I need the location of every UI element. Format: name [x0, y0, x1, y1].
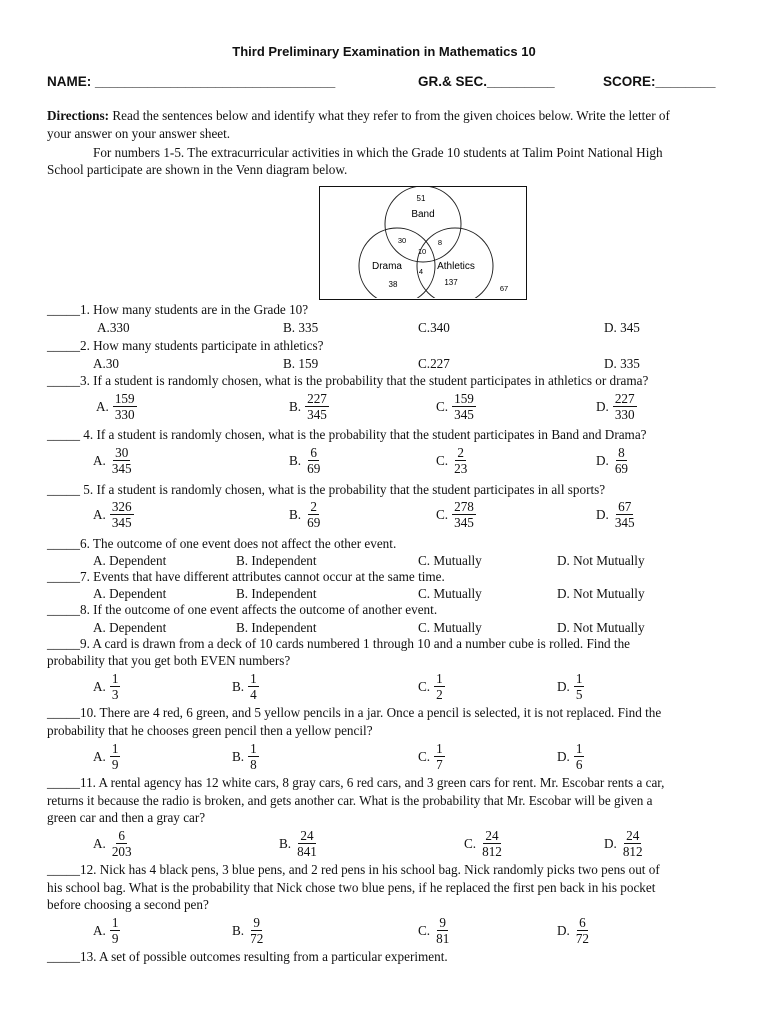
q4-option-c: C. $\frac{2}{23}$ — [436, 445, 468, 476]
fraction: $\frac{1}{8}$ — [250, 741, 257, 772]
q5-option-b: B. $\frac{2}{69}$ — [289, 499, 321, 530]
question-3: _____3. If a student is randomly chosen, what is the probability that the student participates in athletics or drama? — [47, 373, 649, 388]
score-field: SCORE:________ — [603, 74, 716, 89]
q6-option-d: D. Not Mutually — [557, 553, 645, 568]
fraction: $\frac{227}{330}$ — [614, 391, 635, 422]
question-12-line-3: before choosing a second pen? — [47, 897, 209, 912]
directions-line-2: your answer on your answer sheet. — [47, 126, 231, 141]
q8-option-c: C. Mutually — [418, 620, 482, 635]
fraction: $\frac{1}{4}$ — [250, 671, 257, 702]
numbers-intro-line-2: School participate are shown in the Venn diagram below. — [47, 162, 348, 177]
fraction: $\frac{1}{9}$ — [111, 915, 119, 946]
directions-line-1: Directions: Read the sentences below and identify what they refer to from the given choices below. Write the letter of — [47, 108, 670, 123]
q2-option-a: A.30 — [93, 356, 120, 371]
q2-option-d: D. 335 — [604, 356, 640, 371]
question-12-line-2: his school bag. What is the probability that Nick chose two blue pens, if he replaced the first pen back in his pocket — [47, 880, 656, 895]
venn-diagram — [319, 186, 527, 300]
name-field: NAME: ________________________________ — [47, 74, 336, 89]
q4-option-b: B. $\frac{6}{69}$ — [289, 445, 321, 476]
q9-option-a: A. $\frac{1}{3}$ — [93, 671, 119, 702]
q10-option-c: C. $\frac{1}{7}$ — [418, 741, 443, 772]
venn-svg — [320, 187, 525, 298]
fraction: $\frac{2}{69}$ — [307, 499, 321, 530]
q11-option-d: D. $\frac{24}{812}$ — [604, 828, 643, 859]
q12-option-b: B. $\frac{9}{72}$ — [232, 915, 264, 946]
q5-option-a: A. $\frac{326}{345}$ — [93, 499, 132, 530]
fraction: $\frac{6}{203}$ — [111, 828, 132, 859]
athletics-label: Athletics — [437, 261, 475, 272]
question-11-line-2: returns it because the radio is broken, and gets another car. What is the probability that Mr. Escobar will be given a — [47, 793, 653, 808]
q5-option-c: C. $\frac{278}{345}$ — [436, 499, 474, 530]
q1-option-a: A.330 — [97, 320, 130, 335]
fraction: $\frac{9}{81}$ — [436, 915, 450, 946]
q5-option-d: D. $\frac{67}{345}$ — [596, 499, 635, 530]
q1-option-d: D. 345 — [604, 320, 640, 335]
q10-option-a: A. $\frac{1}{9}$ — [93, 741, 119, 772]
fraction: $\frac{1}{3}$ — [111, 671, 119, 702]
fraction: $\frac{227}{345}$ — [307, 391, 327, 422]
fraction: $\frac{67}{345}$ — [614, 499, 635, 530]
q8-option-d: D. Not Mutually — [557, 620, 645, 635]
question-5: _____ 5. If a student is randomly chosen, what is the probability that the student participates in all sports? — [47, 482, 606, 497]
fraction: $\frac{24}{841}$ — [297, 828, 317, 859]
fraction: $\frac{2}{23}$ — [454, 445, 468, 476]
band-drama-count: 30 — [397, 236, 407, 245]
athletics-only-count: 137 — [444, 278, 458, 287]
q10-option-d: D. $\frac{1}{6}$ — [557, 741, 583, 772]
q12-option-d: D. $\frac{6}{72}$ — [557, 915, 590, 946]
question-12-line-1: _____12. Nick has 4 black pens, 3 blue pens, and 2 red pens in his school bag. Nick randomly picks two pens out of — [47, 862, 660, 877]
q3-option-c: C. $\frac{159}{345}$ — [436, 391, 474, 422]
q3-option-b: B. $\frac{227}{345}$ — [289, 391, 327, 422]
band-athletics-count: 8 — [437, 238, 443, 247]
q7-option-b: B. Independent — [236, 586, 317, 601]
q6-option-b: B. Independent — [236, 553, 317, 568]
fraction: $\frac{1}{7}$ — [436, 741, 443, 772]
fraction: $\frac{24}{812}$ — [482, 828, 502, 859]
fraction: $\frac{326}{345}$ — [111, 499, 132, 530]
fraction: $\frac{6}{72}$ — [575, 915, 590, 946]
fraction: $\frac{1}{6}$ — [575, 741, 583, 772]
outside-count: 67 — [499, 284, 509, 293]
q12-option-a: A. $\frac{1}{9}$ — [93, 915, 119, 946]
exam-title: Third Preliminary Examination in Mathematics 10 — [232, 44, 536, 59]
band-only-count: 51 — [416, 194, 426, 203]
q9-option-b: B. $\frac{1}{4}$ — [232, 671, 257, 702]
fraction: $\frac{159}{330}$ — [114, 391, 135, 422]
question-11-line-3: green car and then a gray car? — [47, 810, 206, 825]
numbers-intro-line-1: For numbers 1-5. The extracurricular activities in which the Grade 10 students at Talim Point National High — [93, 145, 663, 160]
q11-option-c: C. $\frac{24}{812}$ — [464, 828, 502, 859]
q11-option-a: A. $\frac{6}{203}$ — [93, 828, 132, 859]
drama-athletics-count: 4 — [418, 267, 424, 276]
grade-section-field: GR.& SEC._________ — [418, 74, 555, 89]
q10-option-b: B. $\frac{1}{8}$ — [232, 741, 257, 772]
q7-option-a: A. Dependent — [93, 586, 167, 601]
q8-option-a: A. Dependent — [93, 620, 167, 635]
question-8: _____8. If the outcome of one event affects the outcome of another event. — [47, 602, 438, 617]
band-label: Band — [411, 209, 435, 220]
q4-option-a: A. $\frac{30}{345}$ — [93, 445, 132, 476]
fraction: $\frac{159}{345}$ — [454, 391, 474, 422]
fraction: $\frac{278}{345}$ — [454, 499, 474, 530]
q6-option-a: A. Dependent — [93, 553, 167, 568]
fraction: $\frac{6}{69}$ — [307, 445, 321, 476]
q9-option-c: C. $\frac{1}{2}$ — [418, 671, 443, 702]
fraction: $\frac{24}{812}$ — [622, 828, 643, 859]
question-13: _____13. A set of possible outcomes resulting from a particular experiment. — [47, 949, 448, 964]
q2-option-b: B. 159 — [283, 356, 319, 371]
q1-option-b: B. 335 — [283, 320, 319, 335]
question-11-line-1: _____11. A rental agency has 12 white cars, 8 gray cars, 6 red cars, and 3 green cars for rent. Mr. Escobar rents a car, — [47, 775, 665, 790]
fraction: $\frac{30}{345}$ — [111, 445, 132, 476]
fraction: $\frac{1}{2}$ — [436, 671, 443, 702]
question-4: _____ 4. If a student is randomly chosen, what is the probability that the student participates in Band and Drama? — [47, 427, 647, 442]
question-10-line-1: _____10. There are 4 red, 6 green, and 5 yellow pencils in a jar. Once a pencil is selected, it is not replaced. Find the — [47, 705, 662, 720]
question-7: _____7. Events that have different attributes cannot occur at the same time. — [47, 569, 445, 584]
fraction: $\frac{8}{69}$ — [614, 445, 629, 476]
fraction: $\frac{9}{72}$ — [250, 915, 264, 946]
q7-option-d: D. Not Mutually — [557, 586, 645, 601]
directions-label: Directions: — [47, 108, 110, 123]
drama-label: Drama — [371, 261, 403, 272]
question-9-line-2: probability that you get both EVEN numbers? — [47, 653, 291, 668]
q12-option-c: C. $\frac{9}{81}$ — [418, 915, 450, 946]
all-three-count: 10 — [417, 247, 427, 256]
q1-option-c: C.340 — [418, 320, 450, 335]
question-2: _____2. How many students participate in athletics? — [47, 338, 324, 353]
q2-option-c: C.227 — [418, 356, 450, 371]
question-6: _____6. The outcome of one event does not affect the other event. — [47, 536, 397, 551]
question-1: _____1. How many students are in the Grade 10? — [47, 302, 309, 317]
q8-option-b: B. Independent — [236, 620, 317, 635]
q7-option-c: C. Mutually — [418, 586, 482, 601]
question-9-line-1: _____9. A card is drawn from a deck of 10 cards numbered 1 through 10 and a number cube is rolled. Find the — [47, 636, 631, 651]
q11-option-b: B. $\frac{24}{841}$ — [279, 828, 317, 859]
fraction: $\frac{1}{5}$ — [575, 671, 583, 702]
q4-option-d: D. $\frac{8}{69}$ — [596, 445, 629, 476]
drama-only-count: 38 — [388, 280, 398, 289]
fraction: $\frac{1}{9}$ — [111, 741, 119, 772]
q9-option-d: D. $\frac{1}{5}$ — [557, 671, 583, 702]
q3-option-d: D. $\frac{227}{330}$ — [596, 391, 635, 422]
question-10-line-2: probability that he chooses green pencil then a yellow pencil? — [47, 723, 373, 738]
q6-option-c: C. Mutually — [418, 553, 482, 568]
q3-option-a: A. $\frac{159}{330}$ — [96, 391, 135, 422]
